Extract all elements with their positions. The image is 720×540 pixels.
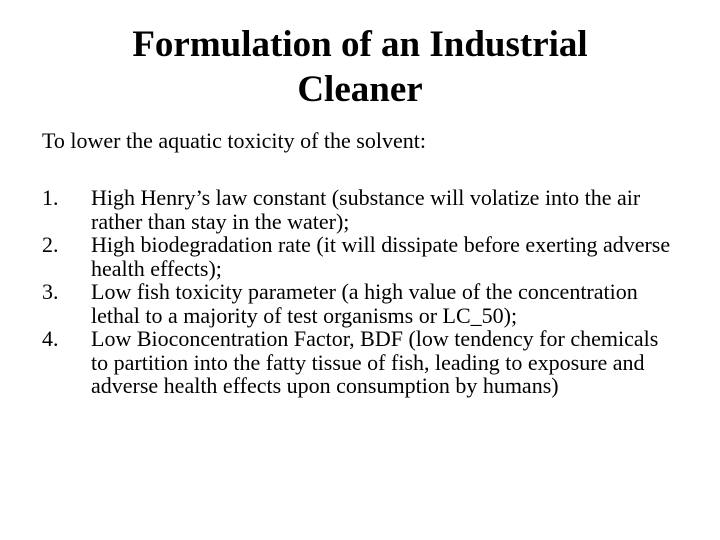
numbered-list bbox=[42, 186, 682, 398]
list-item-text: Low fish toxicity parameter (a high value of the concentration lethal to a majority of test organisms or LC_50); bbox=[91, 279, 638, 328]
list-item bbox=[42, 233, 682, 280]
slide-title-line-1: Formulation of an Industrial bbox=[132, 24, 588, 65]
list-item-number: 2. bbox=[42, 232, 59, 257]
list-item bbox=[42, 280, 682, 327]
list-item bbox=[42, 327, 682, 398]
list-item-number: 1. bbox=[42, 185, 59, 210]
list-item-text: High Henry’s law constant (substance will volatize into the air rather than stay in the water); bbox=[91, 185, 641, 234]
list-item-number: 3. bbox=[42, 279, 59, 304]
list-item-number: 4. bbox=[42, 326, 59, 351]
list-item-text: Low Bioconcentration Factor, BDF (low tendency for chemicals to partition into the fatty tissue of fish, leading to exposure and adverse health effects upon consumption by humans) bbox=[91, 326, 659, 398]
slide-title-line-2: Cleaner bbox=[297, 69, 423, 110]
slide-title bbox=[60, 22, 660, 112]
list-item-text: High biodegradation rate (it will dissipate before exerting adverse health effects); bbox=[91, 232, 671, 281]
intro-text: To lower the aquatic toxicity of the solvent: bbox=[42, 128, 426, 153]
list-item bbox=[42, 186, 682, 233]
